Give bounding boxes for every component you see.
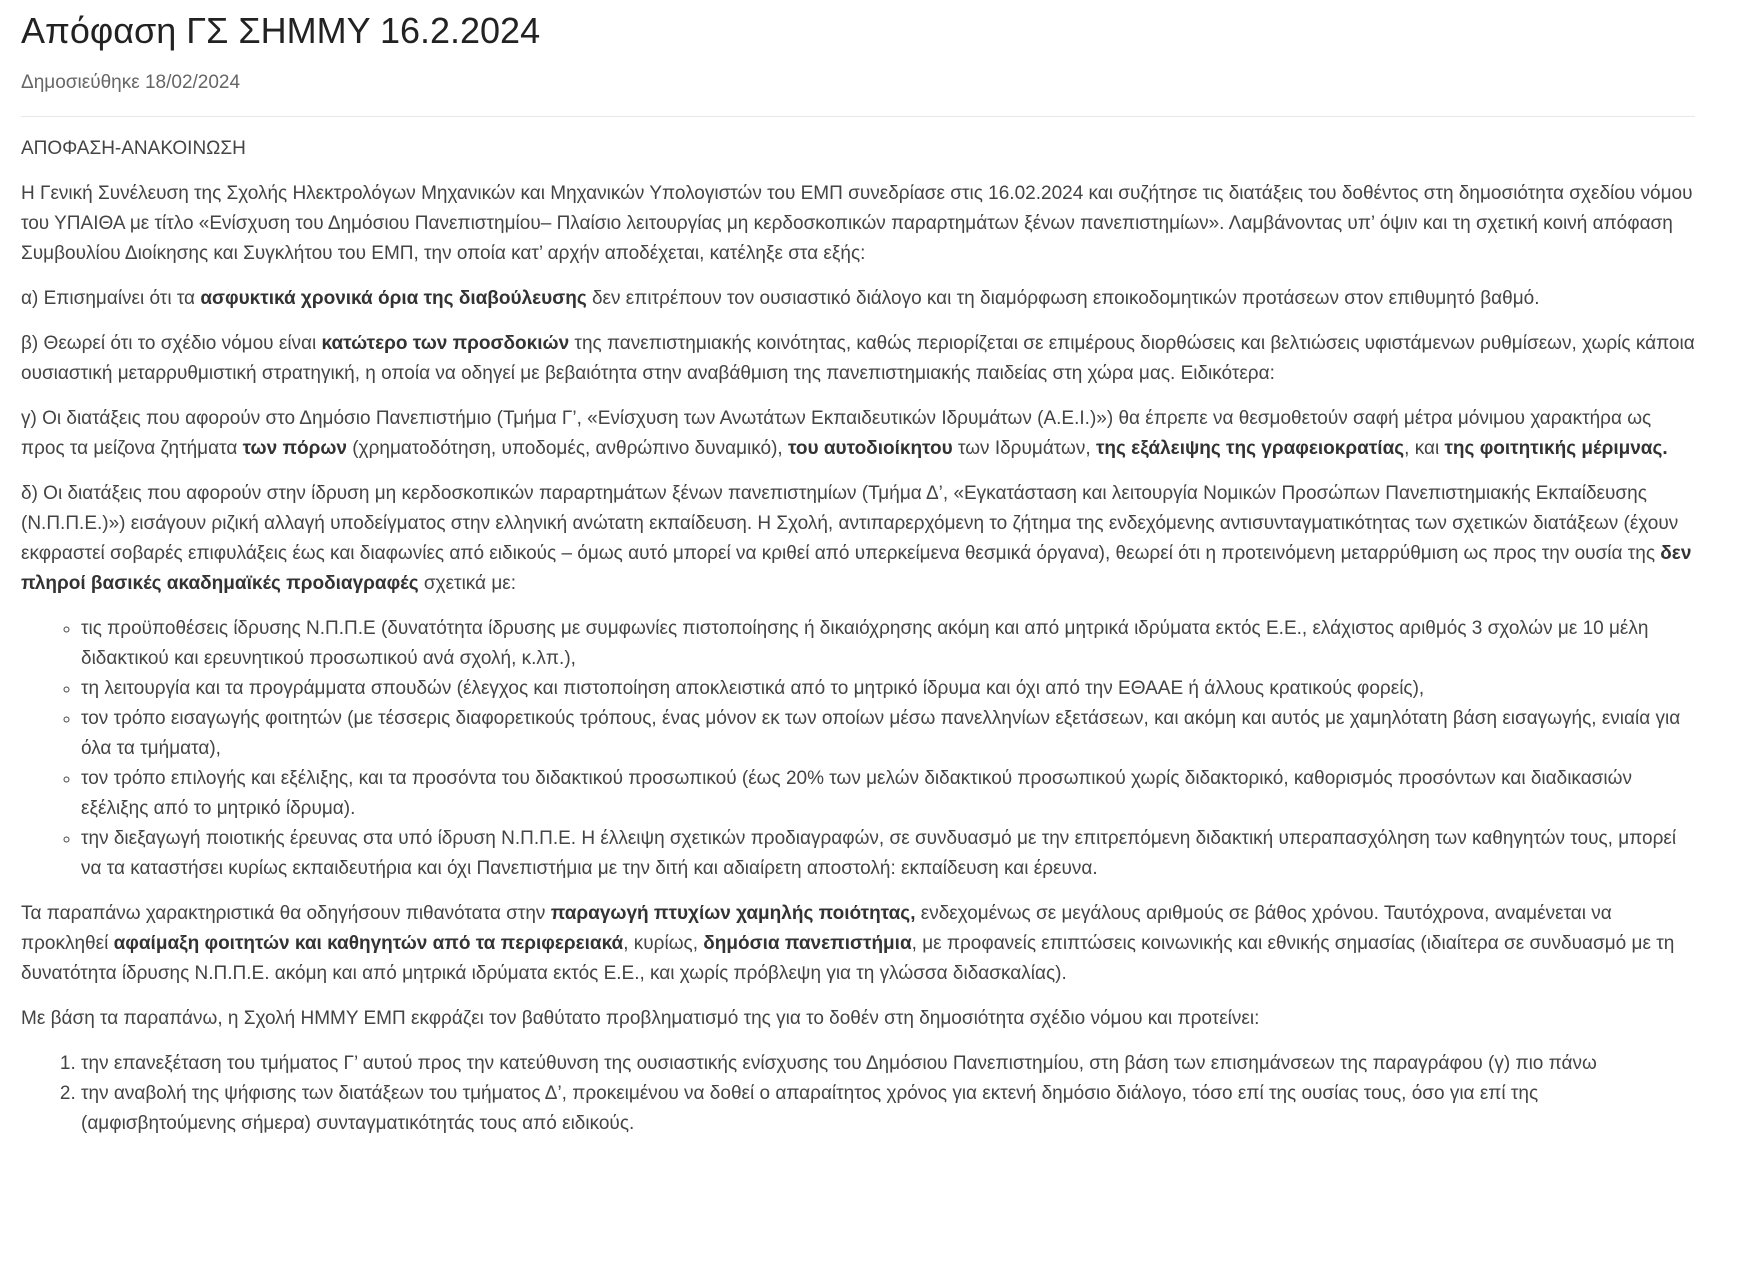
paragraph-conclusion: Με βάση τα παραπάνω, η Σχολή ΗΜΜΥ ΕΜΠ εκφράζει τον βαθύτατο προβληματισμό της για το δοθέν στη δημοσιότητα σχέδιο νόμου και προτείνει: — [21, 1008, 1260, 1029]
paragraph-b — [21, 329, 1695, 389]
list-item: ◦ τη λειτουργία και τα προγράμματα σπουδών (έλεγχος και πιστοποίηση αποκλειστικά από το μητρικό ίδρυμα και όχι από την ΕΘΑΑΕ ή άλλους κρατικούς φορείς), — [81, 674, 1695, 704]
criteria-list — [21, 614, 1695, 884]
emphasis: της φοιτητικής μέριμνας. — [1444, 438, 1668, 459]
announcement-heading: ΑΠΟΦΑΣΗ-ΑΝΑΚΟΙΝΩΣΗ — [21, 138, 246, 159]
list-item: ◦ την διεξαγωγή ποιοτικής έρευνας στα υπό ίδρυση Ν.Π.Π.Ε. Η έλλειψη σχετικών προδιαγραφών, σε συνδυασμό με την επιτρεπόμενη διδακτική υπεραπασχόληση των καθηγητών τους, μπορεί να τα καταστήσει κυρίως εκπαιδευτήρια και όχι Πανεπιστήμια με την διτή και αδιαίρετη αποστολή: εκπαίδευση και έρευνα. — [81, 824, 1695, 884]
text: των Ιδρυμάτων, — [952, 438, 1096, 459]
text: δ) Οι διατάξεις που αφορούν στην ίδρυση μη κερδοσκοπικών παραρτημάτων ξένων πανεπιστημίων (Τμήμα Δ’, «Εγκατάσταση και λειτουργία Νομικών Προσώπων Πανεπιστημιακής Εκπαίδευσης (Ν.Π.Π.Ε.)») εισάγουν ριζική αλλαγή υποδείγματος στην ελληνική ανώτατη εκπαίδευση. Η Σχολή, αντιπαρερχόμενη το ζήτημα της ενδεχόμενης αντισυνταγματικότητας των σχετικών διατάξεων (έχουν εκφραστεί σοβαρές επιφυλάξεις έως και διαφωνίες από ειδικούς – όμως αυτό μπορεί να κριθεί από υπερκείμενα θεσμικά όργανα), θεωρεί ότι η προτεινόμενη μεταρρύθμιση ως προς την ουσία της — [21, 483, 1679, 564]
paragraph-c — [21, 404, 1695, 464]
emphasis: αφαίμαξη φοιτητών και καθηγητών από τα περιφερειακά — [113, 933, 624, 954]
emphasis: δημόσια πανεπιστήμια — [703, 933, 912, 954]
text: της πανεπιστημιακής κοινότητας, καθώς περιορίζεται σε επιμέρους διορθώσεις και βελτιώσεις υφιστάμενων ρυθμίσεων, χωρίς κάποια ουσιαστική μεταρρυθμιστική στρατηγική, η οποία να οδηγεί με βεβαιότητα στην αναβάθμιση της πανεπιστημιακής παιδείας στη χώρα μας. Ειδικότερα: — [21, 333, 1695, 384]
emphasis: ασφυκτικά χρονικά όρια της διαβούλευσης — [200, 288, 587, 309]
list-item: ◦ τις προϋποθέσεις ίδρυσης Ν.Π.Π.Ε (δυνατότητα ίδρυσης με συμφωνίες πιστοποίησης ή δικαιόχρησης ακόμη και από μητρικά ιδρύματα εκτός Ε.Ε., ελάχιστος αριθμός 3 σχολών με 10 μέλη διδακτικού και ερευνητικού προσωπικού ανά σχολή, κ.λπ.), — [81, 614, 1695, 674]
text: α) Επισημαίνει ότι τα — [21, 288, 201, 309]
paragraph-consequences — [21, 899, 1695, 989]
text: , με προφανείς επιπτώσεις κοινωνικής και εθνικής σημασίας (ιδιαίτερα σε συνδυασμό με τη δυνατότητα ίδρυσης Ν.Π.Π.Ε. ακόμη και από μητρικά ιδρύματα εκτός Ε.Ε., και χωρίς πρόβλεψη για τη γλώσσα διδασκαλίας). — [21, 933, 1675, 984]
text: γ) Οι διατάξεις που αφορούν στο Δημόσιο Πανεπιστήμιο (Τμήμα Γ’, «Ενίσχυση των Ανωτάτων Εκπαιδευτικών Ιδρυμάτων (Α.Ε.Ι.)») θα έπρεπε να θεσμοθετούν σαφή μέτρα μόνιμου χαρακτήρα ως προς τα μείζονα ζητήματα — [21, 408, 1652, 459]
text: , κυρίως, — [623, 933, 704, 954]
text: (χρηματοδότηση, υποδομές, ανθρώπινο δυναμικό), — [346, 438, 788, 459]
paragraph-d — [21, 479, 1695, 599]
emphasis: της εξάλειψης της γραφειοκρατίας — [1095, 438, 1405, 459]
text: Τα παραπάνω χαρακτηριστικά θα οδηγήσουν πιθανότατα στην — [21, 903, 551, 924]
text: σχετικά με: — [418, 573, 517, 594]
divider — [21, 116, 1695, 117]
list-item: ◦ τον τρόπο εισαγωγής φοιτητών (με τέσσερις διαφορετικούς τρόπους, ένας μόνον εκ των οποίων μέσω πανελληνίων εξετάσεων, και ακόμη και αυτός με χαμηλότατη βάση εισαγωγής, ενιαία για όλα τα τμήματα), — [81, 704, 1695, 764]
emphasis: παραγωγή πτυχίων χαμηλής ποιότητας, — [550, 903, 916, 924]
text: ενδεχομένως σε μεγάλους αριθμούς σε βάθος χρόνου. Ταυτόχρονα, αναμένεται να προκληθεί — [21, 903, 1612, 954]
text: , και — [1404, 438, 1445, 459]
list-item: 1. την επανεξέταση του τμήματος Γ’ αυτού προς την κατεύθυνση της ουσιαστικής ενίσχυσης του Δημόσιου Πανεπιστημίου, στη βάση των επισημάνσεων της παραγράφου (γ) πιο πάνω — [81, 1049, 1695, 1079]
text: δεν επιτρέπουν τον ουσιαστικό διάλογο και τη διαμόρφωση εποικοδομητικών προτάσεων στον επιθυμητό βαθμό. — [586, 288, 1540, 309]
list-item: 2. την αναβολή της ψήφισης των διατάξεων του τμήματος Δ’, προκειμένου να δοθεί ο απαραίτητος χρόνος για εκτενή δημόσιο διάλογο, τόσο επί της ουσίας τους, όσο για επί της (αμφισβητούμενης σήμερα) συνταγματικότητάς τους από ειδικούς. — [81, 1079, 1695, 1139]
list-item: ◦ τον τρόπο επιλογής και εξέλιξης, και τα προσόντα του διδακτικού προσωπικού (έως 20% των μελών διδακτικού προσωπικού χωρίς διδακτορικό, καθορισμός προσόντων και διαδικασιών εξέλιξης από το μητρικό ίδρυμα). — [81, 764, 1695, 824]
emphasis: δεν πληροί βασικές ακαδημαϊκές προδιαγραφές — [21, 543, 1692, 594]
paragraph-a — [21, 284, 1695, 314]
emphasis: κατώτερο των προσδοκιών — [321, 333, 570, 354]
proposals-list — [21, 1049, 1695, 1139]
emphasis: των πόρων — [242, 438, 347, 459]
publish-date: Δημοσιεύθηκε 18/02/2024 — [21, 72, 241, 93]
article-body — [21, 134, 1695, 1139]
intro-paragraph: Η Γενική Συνέλευση της Σχολής Ηλεκτρολόγων Μηχανικών και Μηχανικών Υπολογιστών του ΕΜΠ συνεδρίασε στις 16.02.2024 και συζήτησε τις διατάξεις του δοθέντος στη δημοσιότητα σχεδίου νόμου του ΥΠΑΙΘΑ με τίτλο «Ενίσχυση του Δημόσιου Πανεπιστημίου– Πλαίσιο λειτουργίας μη κερδοσκοπικών παραρτημάτων ξένων πανεπιστημίων». Λαμβάνοντας υπ’ όψιν και τη σχετική κοινή απόφαση Συμβουλίου Διοίκησης και Συγκλήτου του ΕΜΠ, την οποία κατ’ αρχήν αποδέχεται, κατέληξε στα εξής: — [21, 183, 1693, 264]
text: β) Θεωρεί ότι το σχέδιο νόμου είναι — [21, 333, 322, 354]
emphasis: του αυτοδιοίκητου — [787, 438, 953, 459]
page-title: Απόφαση ΓΣ ΣΗΜΜΥ 16.2.2024 — [21, 10, 541, 51]
